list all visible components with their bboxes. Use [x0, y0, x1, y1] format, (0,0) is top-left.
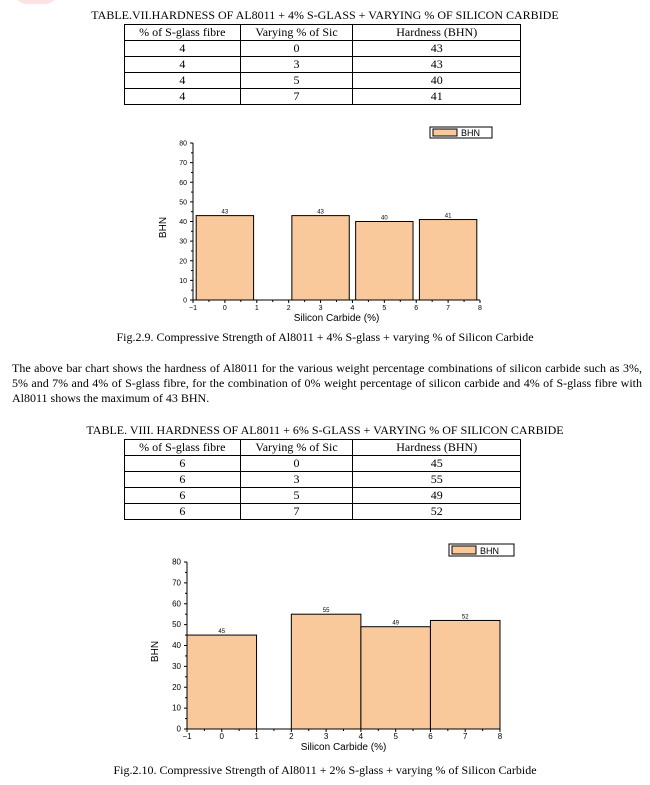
table-cell: 5 [240, 73, 353, 89]
x-tick-label: 8 [497, 732, 503, 741]
x-tick-label: 6 [428, 732, 433, 741]
data-label: 49 [392, 620, 400, 627]
table-header-row [125, 440, 521, 456]
table-cell: 45 [353, 456, 521, 472]
y-tick-label: 20 [172, 682, 181, 692]
table8-title: TABLE. VIII. HARDNESS OF AL8011 + 6% S-GLASS + VARYING % OF SILICON CARBIDE [86, 423, 564, 437]
data-label: 52 [461, 614, 469, 621]
column-header: % of S-glass fibre [125, 25, 241, 41]
table-row [125, 41, 521, 57]
data-label: 55 [322, 608, 330, 615]
legend-swatch [433, 129, 457, 136]
y-tick-label: 50 [172, 620, 181, 630]
table-header-row [125, 25, 521, 41]
x-tick-label: −1 [182, 732, 192, 741]
bar-chart-fig-2-10 [0, 540, 650, 760]
data-label: 41 [444, 213, 452, 220]
x-tick-label: −1 [189, 305, 197, 312]
y-tick-label: 20 [179, 258, 187, 266]
table8 [124, 439, 521, 520]
table-cell: 6 [125, 456, 241, 472]
fig-2-9-caption: Fig.2.9. Compressive Strength of Al8011 + 4% S-glass + varying % of Silicon Carbide [116, 330, 534, 344]
x-tick-label: 3 [323, 732, 329, 741]
x-tick-label: 2 [286, 305, 291, 312]
table-cell: 6 [125, 472, 241, 488]
corner-decoration [14, 0, 58, 4]
table-row [125, 73, 521, 89]
bar [292, 216, 349, 300]
data-label: 43 [221, 209, 229, 216]
x-tick-label: 1 [254, 305, 259, 312]
x-tick-label: 4 [350, 305, 355, 312]
y-tick-label: 80 [172, 557, 181, 567]
legend-label: BHN [461, 128, 481, 138]
y-tick-label: 80 [179, 140, 187, 148]
x-axis-label: Silicon Carbide (%) [300, 742, 387, 753]
legend-label: BHN [480, 546, 500, 556]
table-row [125, 89, 521, 105]
column-header: Hardness (BHN) [353, 440, 521, 456]
y-tick-label: 30 [172, 661, 181, 671]
table-cell: 4 [125, 41, 241, 57]
x-tick-label: 6 [414, 305, 419, 312]
column-header: Varying % of Sic [240, 440, 353, 456]
table-row [125, 504, 521, 520]
x-axis-label: Silicon Carbide (%) [293, 313, 380, 324]
table-row [125, 488, 521, 504]
fig-2-10-caption: Fig.2.10. Compressive Strength of Al8011 + 2% S-glass + varying % of Silicon Carbide [113, 763, 537, 777]
column-header: Hardness (BHN) [353, 25, 521, 41]
table-cell: 3 [240, 472, 353, 488]
column-header: % of S-glass fibre [125, 440, 241, 456]
bar [356, 222, 413, 301]
x-tick-label: 2 [289, 732, 294, 741]
table-cell: 0 [240, 41, 353, 57]
bar-chart-fig-2-9 [0, 120, 650, 330]
table-cell: 41 [353, 89, 521, 105]
table-cell: 4 [125, 57, 241, 73]
y-tick-label: 10 [172, 703, 181, 713]
y-tick-label: 10 [179, 277, 187, 285]
x-tick-label: 7 [446, 305, 451, 312]
bar [196, 216, 253, 300]
table-cell: 4 [125, 89, 241, 105]
x-tick-label: 8 [478, 305, 482, 312]
bar [361, 627, 431, 729]
y-tick-label: 60 [172, 599, 181, 609]
table-row [125, 456, 521, 472]
table-cell: 6 [125, 504, 241, 520]
table7 [124, 24, 521, 105]
y-tick-label: 40 [172, 641, 181, 650]
table-row [125, 472, 521, 488]
table7-title: TABLE.VII.HARDNESS OF AL8011 + 4% S-GLASS + VARYING % OF SILICON CARBIDE [91, 8, 559, 22]
legend-swatch [452, 546, 476, 554]
y-tick-label: 60 [179, 179, 187, 187]
y-tick-label: 70 [179, 160, 187, 168]
table-cell: 3 [240, 57, 353, 73]
y-axis-label: BHN [158, 216, 169, 239]
table-cell: 43 [353, 41, 521, 57]
table-cell: 52 [353, 504, 521, 520]
y-axis-label: BHN [150, 640, 161, 663]
column-header: Varying % of Sic [240, 25, 353, 41]
data-label: 40 [380, 215, 388, 222]
table-cell: 7 [240, 89, 353, 105]
x-tick-label: 5 [393, 732, 398, 741]
x-tick-label: 0 [222, 305, 227, 312]
y-tick-label: 0 [183, 297, 187, 305]
x-tick-label: 5 [382, 305, 387, 312]
bar [291, 614, 361, 729]
table-cell: 43 [353, 57, 521, 73]
data-label: 45 [218, 629, 226, 636]
x-tick-label: 7 [462, 732, 468, 741]
y-tick-label: 40 [179, 219, 187, 226]
data-label: 43 [317, 209, 324, 216]
table-row [125, 57, 521, 73]
y-tick-label: 30 [179, 238, 187, 246]
table-cell: 55 [353, 472, 521, 488]
x-tick-label: 1 [254, 732, 259, 741]
x-tick-label: 4 [358, 732, 364, 741]
bar [419, 220, 476, 300]
body-paragraph: The above bar chart shows the hardness of Al8011 for the various weight percentage combinations of silicon carbide such as 3%, 5% and 7% and 4% of S-glass fibre, for the combination of 0% weight percentage of silicon carbide and 4% of S-glass fibre with Al8011 shows the maximum of 43 BHN. [12, 361, 642, 405]
table-cell: 0 [240, 456, 353, 472]
bar [430, 620, 500, 729]
y-tick-label: 70 [172, 578, 181, 588]
x-tick-label: 3 [318, 305, 323, 312]
table-cell: 40 [353, 73, 521, 89]
table-cell: 7 [240, 504, 353, 520]
y-tick-label: 0 [176, 724, 181, 734]
table-cell: 5 [240, 488, 353, 504]
y-tick-label: 50 [179, 199, 187, 207]
table-cell: 4 [125, 73, 241, 89]
table-cell: 49 [353, 488, 521, 504]
table-cell: 6 [125, 488, 241, 504]
x-tick-label: 0 [219, 732, 225, 741]
bar [187, 635, 257, 729]
